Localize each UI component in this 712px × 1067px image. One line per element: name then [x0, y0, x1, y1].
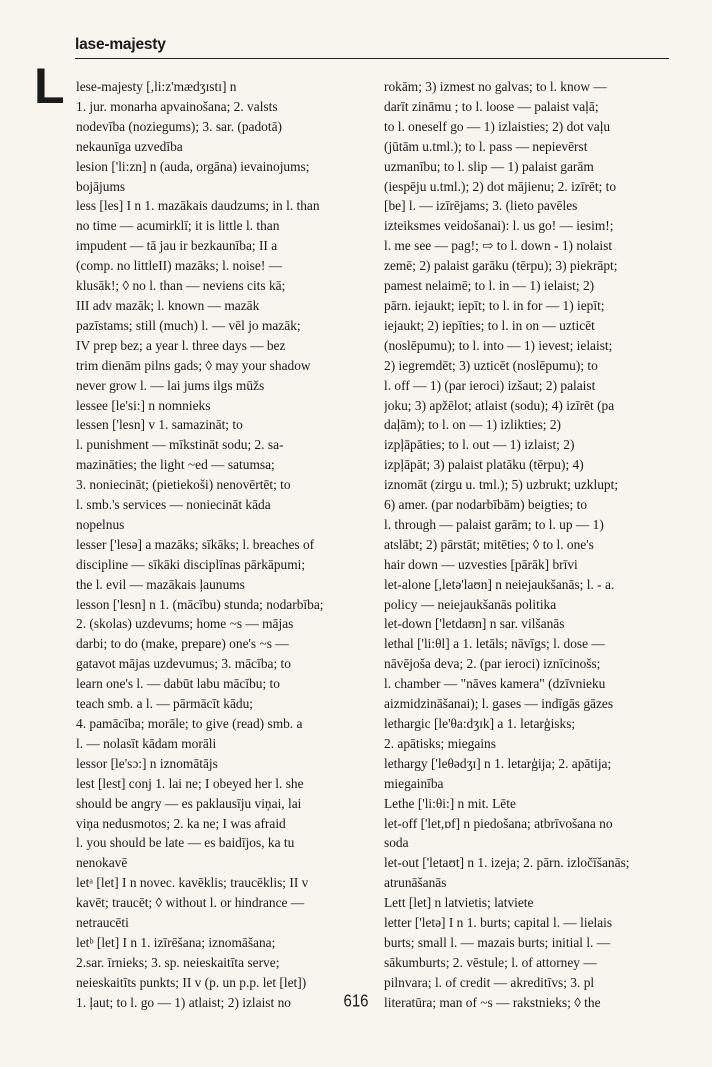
dictionary-line: should be angry — es paklausīju viņai, lai — [76, 795, 302, 811]
dictionary-line: (comp. no littleII) mazāks; l. noise! — — [76, 258, 283, 274]
dictionary-line: nāvējoša deva; 2. (par ieroci) iznīcinošs; — [384, 656, 601, 672]
dictionary-line: 1. ļaut; to l. go — 1) atlaist; 2) izlaist no — [76, 994, 291, 1010]
dictionary-line: policy — neiejaukšanās politika — [384, 596, 557, 612]
dictionary-line: lese-majesty [,li:z'mædʒɪstɪ] n — [76, 79, 237, 94]
dictionary-line: nekaunīga uzvedība — [76, 138, 183, 154]
dictionary-line: no time — acumirklī; it is little l. than — [76, 218, 280, 234]
left-column — [76, 77, 358, 1013]
header-rule — [75, 58, 669, 59]
dictionary-line: neieskaitīts punkts; II v (p. un p.p. let [let]) — [76, 974, 307, 990]
dictionary-line: let-down ['letdaʊn] n sar. vilšanās — [384, 616, 565, 632]
dictionary-line: teach smb. a l. — pārmācīt kādu; — [76, 696, 253, 712]
dictionary-line: izteiksmes veidošanai): l. us go! — iesim!; — [384, 218, 614, 234]
dictionary-line: nopelnus — [76, 516, 125, 532]
dictionary-line: joku; 3) apžēlot; atlaist (sodu); 4) izīrēt (pa — [384, 397, 615, 413]
dictionary-line: less [les] I n 1. mazākais daudzums; in l. than — [76, 198, 320, 214]
dictionary-line: daļām); to l. on — 1) izlikties; 2) — [384, 417, 562, 433]
dictionary-line: rokām; 3) izmest no galvas; to l. know — — [384, 79, 607, 94]
dictionary-line: let-off ['let,ɒf] n piedošana; atbrīvošana no — [384, 815, 613, 831]
dictionary-line: nenokavē — [76, 855, 128, 871]
dictionary-line: 2.sar. īrnieks; 3. sp. neieskaitīta serve; — [76, 954, 280, 970]
dictionary-line: darbi; to do (make, prepare) one's ~s — — [76, 636, 289, 652]
dictionary-line: lethargic [le'θa:dʒɪk] a 1. letarģisks; — [384, 716, 576, 731]
dictionary-line: atslābt; 2) pārstāt; mitēties; ◊ to l. one's — [384, 536, 594, 552]
dictionary-line: Lett [let] n latvietis; latviete — [384, 895, 534, 911]
page-number: 616 — [343, 991, 369, 1012]
dictionary-line: lessor [le'sɔ:] n iznomātājs — [76, 755, 218, 771]
dictionary-line: hair down — uzvesties [pārāk] brīvi — [384, 556, 578, 572]
dictionary-line: l. chamber — "nāves kamera" (dzīvnieku — [384, 676, 606, 692]
dictionary-line: l. through — palaist garām; to l. up — 1) — [384, 516, 604, 532]
dictionary-line: aizmidzināšanai); l. gases — indīgās gāzes — [384, 696, 614, 712]
dictionary-line: 3. noniecināt; (pietiekoši) nenovērtēt; to — [76, 477, 291, 493]
dictionary-line: gatavot mājas uzdevumus; 3. mācība; to — [76, 656, 291, 672]
dictionary-line: letᵃ [let] I n novec. kavēklis; traucēklis; II v — [76, 875, 309, 891]
dictionary-line: 1. jur. monarha apvainošana; 2. valsts — [76, 98, 278, 114]
dictionary-line: lessen ['lesn] v 1. samazināt; to — [76, 417, 243, 433]
dictionary-line: netraucēti — [76, 915, 129, 931]
dictionary-line: never grow l. — lai jums ilgs mūžs — [76, 377, 265, 393]
dictionary-line: iznomāt (zirgu u. tml.); 5) uzbrukt; uzklupt; — [384, 477, 619, 493]
dictionary-line: learn one's l. — dabūt labu mācību; to — [76, 676, 280, 692]
dictionary-line: zemē; 2) palaist garāku (tērpu); 3) piekrāpt; — [384, 258, 618, 274]
dictionary-line: mazināties; the light ~ed — satumsa; — [76, 457, 275, 473]
dictionary-line: pārn. iejaukt; iepīt; to l. in for — 1) iepīt; — [384, 297, 605, 313]
dictionary-line: izpļāpāties; to l. out — 1) izlaist; 2) — [384, 437, 575, 453]
dictionary-line: lessee [le'si:] n nomnieks — [76, 397, 211, 413]
dictionary-line: soda — [384, 835, 409, 851]
dictionary-line: darīt zināmu ; to l. loose — palaist vaļā; — [384, 98, 599, 114]
dictionary-line: pilnvara; l. of credit — akreditīvs; 3. pl — [384, 974, 595, 990]
section-letter: L — [34, 58, 65, 114]
dictionary-line: IV prep bez; a year l. three days — bez — [76, 337, 286, 353]
dictionary-line: impudent — tā jau ir bezkaunība; II a — [76, 238, 278, 254]
dictionary-line: let-alone [,letə'laʊn] n neiejaukšanās; l. - a. — [384, 576, 615, 592]
dictionary-line: atrunāšanās — [384, 875, 447, 891]
dictionary-line: literatūra; man of ~s — rakstnieks; ◊ the — [384, 994, 601, 1010]
dictionary-line: letᵇ [let] I n 1. izīrēšana; iznomāšana; — [76, 934, 276, 950]
dictionary-line: viņa nedusmotos; 2. ka ne; I was afraid — [76, 815, 286, 831]
dictionary-line: kavēt; traucēt; ◊ without l. or hindrance — — [76, 895, 305, 911]
dictionary-line: let-out ['letaʊt] n 1. izeja; 2. pārn. izločīšanās; — [384, 855, 630, 871]
dictionary-line: klusāk!; ◊ no l. than — neviens cits kā; — [76, 278, 286, 294]
dictionary-line: l. you should be late — es baidījos, ka tu — [76, 835, 295, 851]
dictionary-line: lesson ['lesn] n 1. (mācību) stunda; nodarbība; — [76, 596, 324, 612]
running-head: lase-majesty — [75, 36, 166, 53]
dictionary-line: lethargy ['leθədʒɪ] n 1. letarģija; 2. apātija; — [384, 755, 612, 771]
dictionary-line: l. off — 1) (par ieroci) izšaut; 2) palaist — [384, 377, 596, 393]
dictionary-line: Lethe ['li:θi:] n mit. Lēte — [384, 795, 516, 811]
dictionary-line: 6) amer. (par nodarbībām) beigties; to — [384, 497, 588, 513]
dictionary-line: nodevība (noziegums); 3. sar. (padotā) — [76, 118, 283, 134]
right-column — [384, 77, 666, 1013]
dictionary-line: 2) iegremdēt; 3) uzticēt (noslēpumu); to — [384, 357, 598, 373]
dictionary-line: letter ['letə] I n 1. burts; capital l. — lielais — [384, 915, 613, 931]
dictionary-line: the l. evil — mazākais ļaunums — [76, 576, 245, 592]
dictionary-line: uzmanību; to l. slip — 1) palaist garām — [384, 158, 594, 174]
dictionary-line: 4. pamācība; morāle; to give (read) smb. a — [76, 716, 303, 731]
dictionary-line: l. punishment — mīkstināt sodu; 2. sa- — [76, 437, 284, 453]
dictionary-line: lethal ['li:θl] a 1. letāls; nāvīgs; l. dose — — [384, 636, 605, 652]
dictionary-line: miegainība — [384, 775, 444, 791]
dictionary-line: (noslēpumu); to l. into — 1) ievest; ielaist; — [384, 337, 613, 353]
dictionary-line: [be] l. — izīrējams; 3. (lieto pavēles — [384, 198, 578, 214]
dictionary-line: burts; small l. — mazais burts; initial l. — — [384, 934, 611, 950]
dictionary-line: to l. oneself go — 1) izlaisties; 2) dot vaļu — [384, 118, 611, 134]
dictionary-line: bojājums — [76, 178, 126, 194]
dictionary-line: pazīstams; still (much) l. — vēl jo mazāk; — [76, 317, 301, 333]
dictionary-line: 2. (skolas) uzdevums; home ~s — mājas — [76, 616, 294, 632]
dictionary-line: l. smb.'s services — noniecināt kāda — [76, 497, 271, 513]
dictionary-line: trim dienām pilns gads; ◊ may your shadow — [76, 357, 311, 373]
dictionary-line: sākumburts; 2. vēstule; l. of attorney — — [384, 954, 597, 970]
dictionary-line: (jūtām u.tml.); to l. pass — nepievērst — [384, 138, 588, 154]
dictionary-line: izpļāpāt; 3) palaist platāku (tērpu); 4) — [384, 457, 584, 473]
dictionary-line: lest [lest] conj 1. lai ne; I obeyed her l. she — [76, 775, 304, 791]
dictionary-line: discipline — sīkāki disciplīnas pārkāpumi; — [76, 556, 306, 572]
dictionary-line: l. — nolasīt kādam morāli — [76, 735, 217, 751]
dictionary-line: lesser ['lesə] a mazāks; sīkāks; l. breaches of — [76, 536, 315, 552]
dictionary-line: lesion ['li:zn] n (auda, orgāna) ievainojums; — [76, 158, 310, 174]
dictionary-line: iejaukt; 2) iepīties; to l. in on — uzticēt — [384, 317, 595, 333]
dictionary-line: 2. apātisks; miegains — [384, 735, 496, 751]
dictionary-line: III adv mazāk; l. known — mazāk — [76, 297, 260, 313]
dictionary-line: pamest nelaimē; to l. in — 1) ielaist; 2) — [384, 278, 595, 294]
dictionary-line: l. me see — pag!; ⇨ to l. down - 1) nolaist — [384, 238, 613, 254]
dictionary-line: (iespēju u.tml.); 2) dot mājienu; 2. izīrēt; to — [384, 178, 617, 194]
